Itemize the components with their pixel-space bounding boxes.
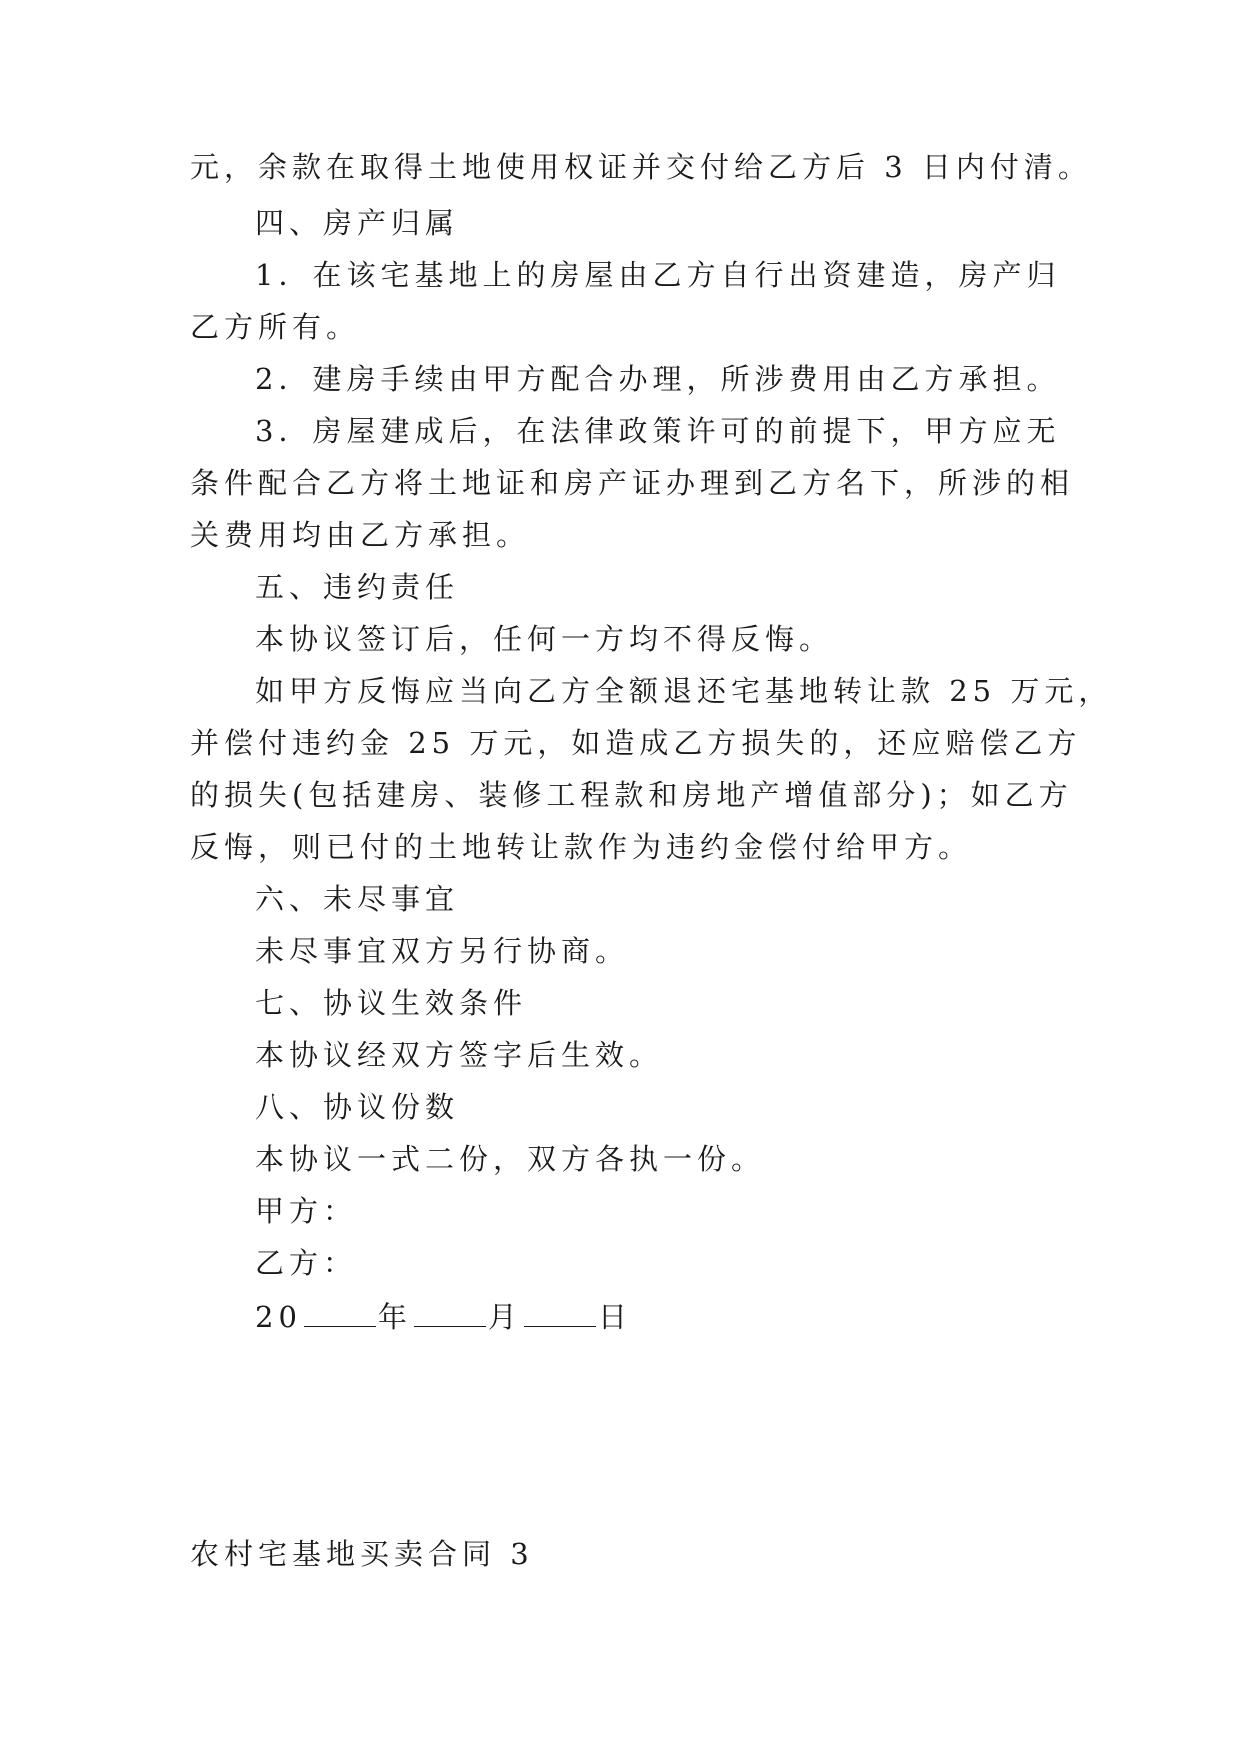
party-a-signature-label: 甲方： <box>255 1194 358 1228</box>
section-heading-5: 五、违约责任 <box>255 570 460 604</box>
year-blank <box>304 1292 376 1327</box>
paragraph-line: 的损失(包括建房、装修工程款和房地产增值部分)；如乙方 <box>190 778 1073 812</box>
section-heading-6: 六、未尽事宜 <box>255 882 460 916</box>
paragraph-line: 未尽事宜双方另行协商。 <box>255 934 630 968</box>
date-month-label: 月 <box>487 1300 522 1334</box>
section-heading-7: 七、协议生效条件 <box>255 986 528 1020</box>
date-day-label: 日 <box>597 1300 632 1334</box>
next-contract-title: 农村宅基地买卖合同 3 <box>190 1537 534 1571</box>
paragraph-line: 乙方所有。 <box>190 310 361 344</box>
party-b-signature-label: 乙方： <box>255 1246 358 1280</box>
paragraph-line: 本协议经双方签字后生效。 <box>255 1038 664 1072</box>
paragraph-line: 2．建房手续由甲方配合办理，所涉费用由乙方承担。 <box>255 362 1061 396</box>
paragraph-line: 本协议签订后，任何一方均不得反悔。 <box>255 622 834 656</box>
section-heading-4: 四、房产归属 <box>255 206 460 240</box>
date-year-label: 年 <box>377 1300 412 1334</box>
paragraph-line: 如甲方反悔应当向乙方全额退还宅基地转让款 25 万元， <box>255 674 1113 708</box>
section-heading-8: 八、协议份数 <box>255 1090 460 1124</box>
paragraph-line: 并偿付违约金 25 万元，如造成乙方损失的，还应赔偿乙方 <box>190 726 1082 760</box>
paragraph-line: 条件配合乙方将土地证和房产证办理到乙方名下，所涉的相 <box>190 466 1075 500</box>
paragraph-line: 关费用均由乙方承担。 <box>190 518 531 552</box>
day-blank <box>524 1292 596 1327</box>
paragraph-line: 1．在该宅基地上的房屋由乙方自行出资建造，房产归 <box>255 258 1061 292</box>
paragraph-line: 反悔，则已付的土地转让款作为违约金偿付给甲方。 <box>190 830 973 864</box>
paragraph-line: 元，余款在取得土地使用权证并交付给乙方后 3 日内付清。 <box>190 150 1092 184</box>
date-line <box>255 1288 632 1346</box>
date-prefix: 20 <box>255 1300 302 1334</box>
month-blank <box>414 1292 486 1327</box>
paragraph-line: 本协议一式二份，双方各执一份。 <box>255 1142 766 1176</box>
paragraph-line: 3．房屋建成后，在法律政策许可的前提下，甲方应无 <box>255 414 1061 448</box>
